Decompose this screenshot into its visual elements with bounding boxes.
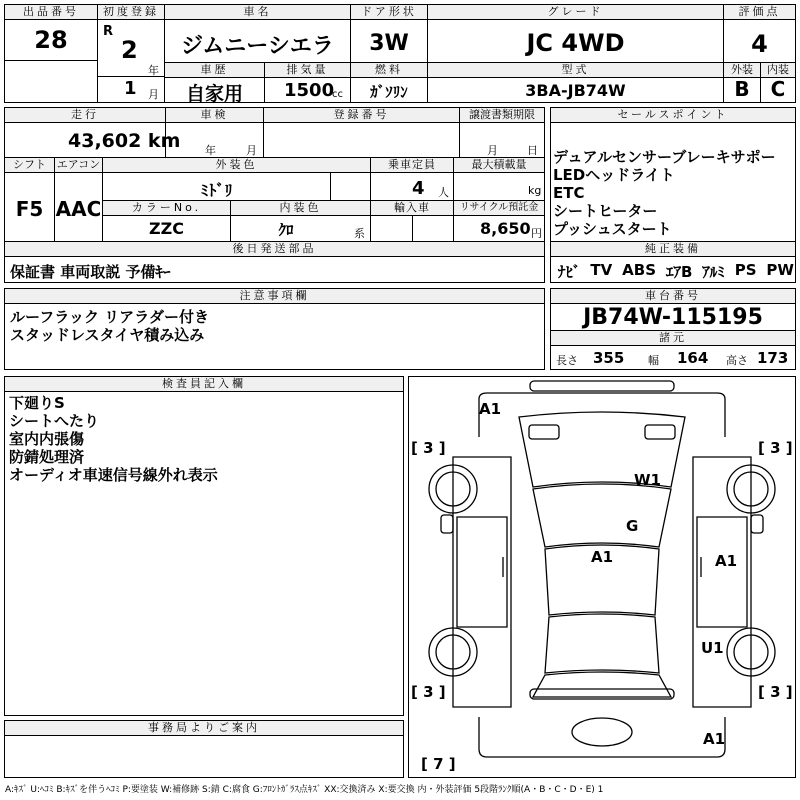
height-label: 高さ xyxy=(726,354,748,367)
insp-month-unit: 月 xyxy=(246,144,257,157)
tire-rr: [ 3 ] xyxy=(758,683,793,701)
lot-header: 出品番号 xyxy=(5,5,97,20)
inspector-line: 下廻りS xyxy=(9,394,65,412)
color-header: 外装色 xyxy=(103,158,370,173)
car-name: ジムニーシエラ xyxy=(181,34,334,59)
displacement-unit: cc xyxy=(332,89,343,100)
door-type: 3W xyxy=(369,31,409,56)
mark-right-door: A1 xyxy=(715,552,738,570)
load-unit: kg xyxy=(528,184,542,197)
year-unit: 年 xyxy=(148,64,159,77)
shift: F5 xyxy=(15,197,44,221)
note-line: ルーフラック リアラダー付き xyxy=(10,308,210,326)
equipment-item: ｱﾙﾐ xyxy=(702,263,725,281)
mark-front-left: A1 xyxy=(479,400,502,418)
chassis-number: JB74W-115195 xyxy=(583,305,763,330)
equipment-header: 純正装備 xyxy=(551,242,795,257)
width: 164 xyxy=(677,349,709,367)
transfer-month-unit: 月 xyxy=(487,144,498,157)
inspector-line: シートへたり xyxy=(9,412,100,430)
equipment-item: ABS xyxy=(622,261,657,279)
color-no: ZZC xyxy=(149,219,184,238)
chassis-header: 車台番号 xyxy=(551,289,795,304)
capacity: 4 xyxy=(412,178,425,199)
model-code: 3BA-JB74W xyxy=(525,81,626,100)
inspector-line: 防錆処理済 xyxy=(9,448,85,466)
door-header: ドア形状 xyxy=(351,5,427,20)
height: 173 xyxy=(757,349,789,367)
era-prefix: R xyxy=(103,24,114,39)
lot-number: 28 xyxy=(34,26,68,54)
legend: A:ｷｽﾞ U:ﾍｺﾐ B:ｷｽﾞを伴うﾍｺﾐ P:要塗装 W:補修跡 S:錆 C:腐食 G:ﾌﾛﾝﾄｶﾞﾗｽ点ｷｽﾞ XX:交換済み X:要交換 内・外装評価 5段階ﾗﾝｸ順(A・B・C・D・E) 1 xyxy=(5,785,604,795)
equipment-item: PW xyxy=(766,261,794,279)
equipment-item: PS xyxy=(734,261,757,279)
mileage: 43,602 km xyxy=(68,130,181,152)
history-header: 車歴 xyxy=(165,63,264,78)
equipment-item: ﾅﾋﾞ xyxy=(558,263,581,281)
score: 4 xyxy=(751,30,768,58)
headlight-right xyxy=(645,425,675,439)
front-outline xyxy=(479,393,725,437)
mark-right-rear: U1 xyxy=(701,639,724,657)
equipment-item: ｴｱB xyxy=(665,263,693,281)
tailgate xyxy=(533,672,671,697)
capacity-header: 乗車定員 xyxy=(371,158,453,173)
grade-header: グレード xyxy=(428,5,723,20)
windshield xyxy=(533,484,671,547)
first-reg-header: 初度登録 xyxy=(98,5,164,20)
inspector-header: 検査員記入欄 xyxy=(5,377,403,392)
inspector-line: 室内内張傷 xyxy=(9,430,85,448)
reg-no-header: 登録番号 xyxy=(264,108,459,123)
exterior-header: 外装 xyxy=(724,63,760,78)
right-mirror xyxy=(751,515,763,533)
reg-year: 2 xyxy=(121,36,138,64)
tire-fr: [ 3 ] xyxy=(758,439,793,457)
right-body xyxy=(693,457,751,707)
car-diagram xyxy=(409,377,795,777)
equipment-item: TV xyxy=(590,261,613,279)
exterior-color: ﾐﾄﾞﾘ xyxy=(200,181,233,200)
displacement: 1500 xyxy=(284,80,335,101)
sales-point: デュアルセンサーブレーキサポー xyxy=(553,148,776,166)
later-parts-header: 後日発送部品 xyxy=(5,242,544,257)
import-header: 輸入車 xyxy=(371,201,453,216)
fuel-header: 燃料 xyxy=(351,63,427,78)
exterior-grade: B xyxy=(734,77,750,101)
score-header: 評価点 xyxy=(724,5,795,20)
office-header: 事務局よりご案内 xyxy=(5,721,403,736)
interior-color-header: 内装色 xyxy=(231,201,370,216)
left-mirror xyxy=(441,515,453,533)
note-line: スタッドレスタイヤ積み込み xyxy=(10,326,205,344)
tire-rl: [ 3 ] xyxy=(411,683,446,701)
specs-header: 諸元 xyxy=(551,331,795,346)
sales-header: セールスポイント xyxy=(551,108,795,123)
recycle-unit: 円 xyxy=(531,227,542,240)
later-parts: 保証書 車両取説 予備ｷｰ xyxy=(10,263,171,281)
ac-header: エアコン xyxy=(56,158,101,171)
sales-point: LEDヘッドライト xyxy=(553,166,675,184)
notes-header: 注意事項欄 xyxy=(5,289,544,304)
insp-year-unit: 年 xyxy=(205,144,216,157)
tire-fl: [ 3 ] xyxy=(411,439,446,457)
transfer-header: 譲渡書類期限 xyxy=(460,108,544,123)
interior-header: 内装 xyxy=(761,63,795,78)
transfer-day-unit: 日 xyxy=(527,144,538,157)
inspector-line: オーディオ車速信号線外れ表示 xyxy=(9,466,218,484)
color-no-header: カラーNo. xyxy=(103,201,230,216)
sales-point: プッシュスタート xyxy=(553,220,672,238)
interior-grade: C xyxy=(770,77,786,101)
front-bumper-strip xyxy=(530,381,674,391)
headlight-left xyxy=(529,425,559,439)
model-header: 型式 xyxy=(428,63,723,78)
length-label: 長さ xyxy=(556,354,578,367)
mileage-header: 走行 xyxy=(5,108,165,123)
rear-outline xyxy=(479,717,725,757)
equipment-list xyxy=(558,261,794,282)
recycle-header: リサイクル預託金 xyxy=(454,201,544,216)
ac: AAC xyxy=(55,197,102,221)
spare-tire xyxy=(572,718,632,746)
load-header: 最大積載量 xyxy=(454,158,544,173)
month-unit: 月 xyxy=(148,88,159,101)
rear-glass xyxy=(545,614,659,673)
history: 自家用 xyxy=(185,83,243,105)
interior-color: ｸﾛ xyxy=(278,221,294,239)
grade: JC 4WD xyxy=(526,29,625,57)
fuel: ｶﾞｿﾘﾝ xyxy=(370,83,408,101)
inspection-header: 車検 xyxy=(166,108,263,123)
mark-hood: W1 xyxy=(634,471,661,489)
width-label: 幅 xyxy=(648,354,659,367)
capacity-unit: 人 xyxy=(438,186,449,199)
displacement-header: 排気量 xyxy=(265,63,350,78)
sales-point: ETC xyxy=(553,184,585,202)
mark-rear: A1 xyxy=(703,730,726,748)
mark-glass: G xyxy=(626,517,639,535)
left-body xyxy=(453,457,511,707)
reg-month: 1 xyxy=(124,78,137,99)
car-name-header: 車名 xyxy=(165,5,350,20)
shift-header: シフト xyxy=(5,158,54,173)
length: 355 xyxy=(593,349,625,367)
sales-points-list xyxy=(553,148,795,238)
inspector-notes xyxy=(9,394,218,484)
right-door xyxy=(697,517,747,627)
left-door xyxy=(457,517,507,627)
sales-point: シートヒーター xyxy=(553,202,658,220)
tire-spare: [ 7 ] xyxy=(421,755,456,773)
interior-color-unit: 系 xyxy=(354,227,365,240)
notes-text xyxy=(10,308,209,344)
recycle-fee: 8,650 xyxy=(480,219,531,238)
mark-roof: A1 xyxy=(591,548,614,566)
